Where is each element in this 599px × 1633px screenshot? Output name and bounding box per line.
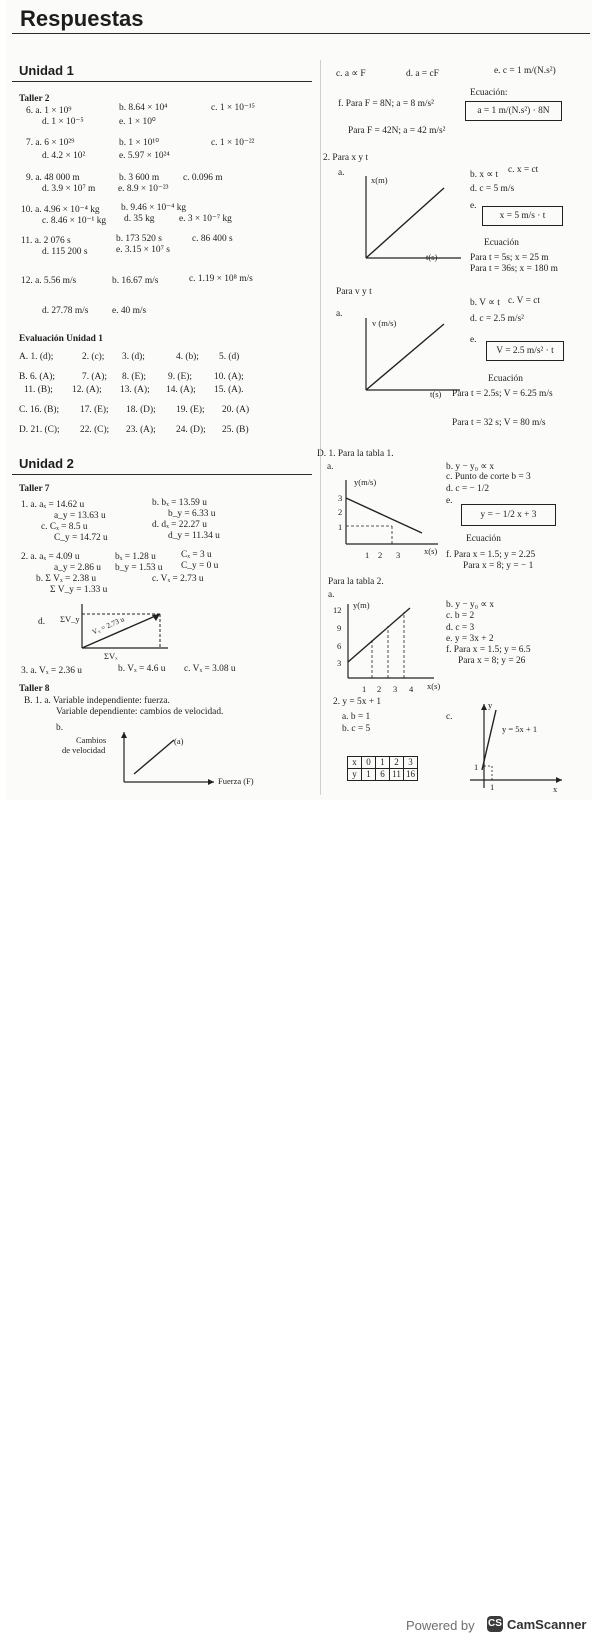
answer-line: c. 0.096 m xyxy=(183,173,223,183)
answer-line: b. x ∝ t xyxy=(470,170,499,180)
x-tick-label: 1 xyxy=(365,550,370,560)
answer-line: Para t = 5s; x = 25 m xyxy=(470,253,549,263)
x-axis-label: Fuerza (F) xyxy=(218,776,254,786)
x-axis-label: t(s) xyxy=(426,252,438,262)
answer-line: d. 115 200 s xyxy=(42,247,88,257)
answer-line: b. bₓ = 13.59 u xyxy=(152,498,207,508)
vector-label: ΣV_y xyxy=(60,614,80,624)
answer-line: Σ V_y = 1.33 u xyxy=(50,585,108,595)
answer-line: Para la tabla 2. xyxy=(328,577,384,587)
answer-line: f. Para F = 8N; a = 8 m/s² xyxy=(338,99,434,109)
plot-label: a. xyxy=(328,590,335,600)
y-tick-label: 6 xyxy=(337,641,342,651)
x-tick-label: 3 xyxy=(396,550,401,560)
eval-answer: 7. (A); xyxy=(82,372,107,382)
eval-answer: B. 6. (A); xyxy=(19,372,55,382)
equation-label: Ecuación xyxy=(466,534,501,544)
answer-line: c. b = 2 xyxy=(446,611,475,621)
eval-answer: 2. (c); xyxy=(82,352,105,362)
answer-line: d. xyxy=(38,617,46,627)
eval-answer: C. 16. (B); xyxy=(19,405,60,415)
answer-line: d. c = − 1/2 xyxy=(446,484,490,494)
x-tick-label: 2 xyxy=(378,550,383,560)
answer-line: Para v y t xyxy=(336,287,372,297)
answer-line: d. 3.9 × 10⁷ m xyxy=(42,184,96,194)
y-axis-label: de velocidad xyxy=(62,745,106,755)
eval-answer: 17. (E); xyxy=(80,405,109,415)
eval-answer: 9. (E); xyxy=(168,372,192,382)
answer-line: e. xyxy=(470,335,477,345)
answer-line: C_y = 0 u xyxy=(181,561,219,571)
answer-line: 9. a. 48 000 m xyxy=(26,173,80,183)
answer-line: d. 4.2 × 10² xyxy=(42,151,86,161)
camscanner-brand: CamScanner xyxy=(507,1617,587,1632)
y-tick-label: 2 xyxy=(338,507,343,517)
data-line xyxy=(134,740,174,774)
y-axis-label: y(m) xyxy=(353,600,370,610)
table-cell: 16 xyxy=(404,769,418,781)
unit2-rule xyxy=(12,474,312,475)
unit2-heading: Unidad 2 xyxy=(19,456,74,471)
answer-line: b_y = 1.53 u xyxy=(115,563,163,573)
equation-label: Ecuación: xyxy=(470,88,508,98)
answer-line: b. 9.46 × 10⁻⁴ kg xyxy=(121,203,187,213)
answer-line: b. 8.64 × 10⁴ xyxy=(119,103,168,113)
xy-table xyxy=(347,756,418,781)
answer-line: d. dₓ = 22.27 u xyxy=(152,520,207,530)
answer-line: bₓ = 1.28 u xyxy=(115,552,156,562)
x-axis-label: x(s) xyxy=(424,546,438,556)
x-tick-label: 1 xyxy=(362,684,367,694)
answer-line: d. c = 3 xyxy=(446,623,475,633)
answer-line: f. Para x = 1.5; y = 6.5 xyxy=(446,645,531,655)
velocity-vs-force-plot xyxy=(118,730,218,788)
eval-answer: 19. (E); xyxy=(176,405,205,415)
answer-line: d. c = 5 m/s xyxy=(470,184,515,194)
answer-line: e. 3 × 10⁻⁷ kg xyxy=(179,214,232,224)
answer-line: 6. a. 1 × 10⁹ xyxy=(26,106,72,116)
answer-line: 2. a. aₓ = 4.09 u xyxy=(21,552,80,562)
x-tick-label: 3 xyxy=(393,684,398,694)
y-axis-label: Cambios xyxy=(76,735,107,745)
eval-answer: 5. (d) xyxy=(219,352,240,362)
y-tick-label: 12 xyxy=(333,605,342,615)
table-cell: 11 xyxy=(390,769,404,781)
eval-answer: 8. (E); xyxy=(122,372,146,382)
answer-line: d. 1 × 10⁻⁵ xyxy=(42,117,84,127)
answer-sheet-page xyxy=(6,0,592,800)
y-tick-label: 1 xyxy=(338,522,343,532)
answer-line: a_y = 2.86 u xyxy=(54,563,101,573)
x-tick-label: 1 xyxy=(490,782,495,792)
answer-line: c. 1 × 10⁻¹⁵ xyxy=(211,103,255,113)
powered-by-text: Powered by xyxy=(406,1618,475,1633)
vector-label: ΣVₓ xyxy=(104,651,118,661)
answer-line: a. b = 1 xyxy=(342,712,371,722)
answer-line: Cₓ = 3 u xyxy=(181,550,212,560)
table-cell: y xyxy=(348,769,362,781)
table2-plot xyxy=(334,600,446,686)
answer-line: e. 5.97 × 10²⁴ xyxy=(119,151,170,161)
arrowhead-icon xyxy=(121,732,127,738)
unit1-heading: Unidad 1 xyxy=(19,63,74,78)
answer-line: b. Σ Vₓ = 2.38 u xyxy=(36,574,97,584)
answer-line: b. 173 520 s xyxy=(116,234,162,244)
x-tick-label: 4 xyxy=(409,684,414,694)
y-tick-label: 1 xyxy=(474,762,479,772)
answer-line: c. x = ct xyxy=(508,165,539,175)
equation-box-a: a = 1 m/(N.s²) · 8N xyxy=(465,101,562,121)
eval-answer: 18. (D); xyxy=(126,405,156,415)
answer-line: b. y − y₀ ∝ x xyxy=(446,462,495,472)
answer-line: Para F = 42N; a = 42 m/s² xyxy=(348,126,446,136)
answer-line: C_y = 14.72 u xyxy=(54,533,108,543)
equation-label: Ecuación xyxy=(488,374,523,384)
answer-line: c. a ∝ F xyxy=(336,69,366,79)
answer-line: b. c = 5 xyxy=(342,724,371,734)
answer-line: e. 40 m/s xyxy=(112,306,147,316)
equation-label: Ecuación xyxy=(484,238,519,248)
answer-line: b. 16.67 m/s xyxy=(112,276,159,286)
table-cell: 6 xyxy=(376,769,390,781)
eval-answer: 22. (C); xyxy=(80,425,110,435)
eval-answer: 23. (A); xyxy=(126,425,156,435)
answer-line: c. Vₓ = 3.08 u xyxy=(184,664,236,674)
answer-line: e. 1 × 10⁰ xyxy=(119,117,156,127)
evaluation-label: Evaluación Unidad 1 xyxy=(19,334,103,344)
table-cell: 3 xyxy=(404,757,418,769)
y-axis-label: x(m) xyxy=(371,175,388,185)
answer-line: d. a = cF xyxy=(406,69,439,79)
eval-answer: A. 1. (d); xyxy=(19,352,54,362)
taller7-label: Taller 7 xyxy=(19,484,50,494)
x-axis-label: t(s) xyxy=(430,389,442,399)
eval-answer: 13. (A); xyxy=(120,385,150,395)
series-label: (a) xyxy=(174,736,184,746)
camscanner-logo-icon: CS xyxy=(487,1616,503,1632)
eval-answer: 25. (B) xyxy=(222,425,249,435)
answer-line: c. V = ct xyxy=(508,296,541,306)
table-cell: 2 xyxy=(390,757,404,769)
answer-line: d. 27.78 m/s xyxy=(42,306,89,316)
answer-line: c. Punto de corte b = 3 xyxy=(446,472,531,482)
eval-answer: 20. (A) xyxy=(222,405,250,415)
line-plot-y-5x-1 xyxy=(462,700,572,792)
y-tick-label: 9 xyxy=(337,623,342,633)
answer-line: 11. a. 2 076 s xyxy=(21,236,71,246)
answer-line: 1. a. aₓ = 14.62 u xyxy=(21,500,85,510)
answer-line: Para t = 32 s; V = 80 m/s xyxy=(452,418,546,428)
arrowhead-icon xyxy=(481,704,487,710)
answer-line: 2. y = 5x + 1 xyxy=(333,697,382,707)
page-title: Respuestas xyxy=(20,6,144,31)
eval-answer: 24. (D); xyxy=(176,425,206,435)
table-cell: x xyxy=(348,757,362,769)
answer-line: B. 1. a. Variable independiente: fuerza. xyxy=(24,696,170,706)
plot-label: c. xyxy=(446,712,453,722)
unit1-rule xyxy=(12,81,312,82)
answer-line: D. 1. Para la tabla 1. xyxy=(317,449,394,459)
arrowhead-icon xyxy=(556,777,562,783)
scanner-footer xyxy=(0,800,599,1633)
eval-answer: D. 21. (C); xyxy=(19,425,60,435)
answer-line: c. Cₓ = 8.5 u xyxy=(41,522,88,532)
answer-line: Para x = 8; y = 26 xyxy=(458,656,526,666)
answer-line: 12. a. 5.56 m/s xyxy=(21,276,77,286)
answer-line: c. 1 × 10⁻²² xyxy=(211,138,255,148)
table-row xyxy=(348,757,418,769)
answer-line: Para t = 36s; x = 180 m xyxy=(470,264,558,274)
answer-line: b. 1 × 10¹⁰ xyxy=(119,138,159,148)
answer-line: e. xyxy=(470,201,477,211)
plot-label: a. xyxy=(338,168,345,178)
table-row xyxy=(348,769,418,781)
answer-line: Para t = 2.5s; V = 6.25 m/s xyxy=(452,389,553,399)
answer-line: d. c = 2.5 m/s² xyxy=(470,314,524,324)
x-axis-label: x(s) xyxy=(427,681,441,691)
plot-label: b. xyxy=(56,723,64,733)
eval-answer: 12. (A); xyxy=(72,385,102,395)
answer-line: a_y = 13.63 u xyxy=(54,511,106,521)
answer-line: b. Vₓ = 4.6 u xyxy=(118,664,166,674)
equation-box-x: x = 5 m/s · t xyxy=(482,206,563,226)
answer-line: 3. a. Vₓ = 2.36 u xyxy=(21,666,82,676)
taller2-label: Taller 2 xyxy=(19,94,50,104)
answer-line: e. c = 1 m/(N.s²) xyxy=(494,66,556,76)
answer-line: c. 86 400 s xyxy=(192,234,233,244)
answer-line: c. Vₓ = 2.73 u xyxy=(152,574,204,584)
eval-answer: 4. (b); xyxy=(176,352,199,362)
answer-line: Variable dependiente: cambios de velocidad. xyxy=(56,707,224,717)
answer-line: e. 8.9 × 10⁻²³ xyxy=(118,184,169,194)
eval-answer: 15. (A). xyxy=(214,385,244,395)
title-rule xyxy=(12,33,590,34)
answer-line: b. 3 600 m xyxy=(119,173,160,183)
eval-answer: 3. (d); xyxy=(122,352,145,362)
answer-line: e. xyxy=(446,496,453,506)
table-cell: 1 xyxy=(362,769,376,781)
line-label: y = 5x + 1 xyxy=(502,724,538,734)
data-line xyxy=(366,324,444,390)
plot-label: a. xyxy=(327,462,334,472)
answer-line: b. V ∝ t xyxy=(470,298,500,308)
answer-line: 7. a. 6 × 10²⁹ xyxy=(26,138,75,148)
arrowhead-icon xyxy=(208,779,214,785)
data-line xyxy=(366,188,444,258)
vector-label: Vₓ = 2.73 u xyxy=(90,614,126,637)
answer-line: c. 1.19 × 10⁸ m/s xyxy=(189,274,253,284)
answer-line: c. 8.46 × 10⁻¹ kg xyxy=(42,216,107,226)
column-divider xyxy=(320,60,321,795)
answer-line: Para x = 8; y = − 1 xyxy=(463,561,534,571)
x-axis-label: x xyxy=(553,784,558,794)
y-axis-label: y xyxy=(488,700,493,710)
answer-line: e. y = 3x + 2 xyxy=(446,634,494,644)
equation-box-v: V = 2.5 m/s² · t xyxy=(486,341,564,361)
table-cell: 0 xyxy=(362,757,376,769)
x-tick-label: 2 xyxy=(377,684,382,694)
y-axis-label: y(m/s) xyxy=(354,477,377,487)
answer-line: b_y = 6.33 u xyxy=(168,509,216,519)
eval-answer: 14. (A); xyxy=(166,385,196,395)
y-tick-label: 3 xyxy=(337,658,342,668)
eval-answer: 10. (A); xyxy=(214,372,244,382)
answer-line: d. 35 kg xyxy=(124,214,155,224)
plot-label: a. xyxy=(336,309,343,319)
answer-line: d_y = 11.34 u xyxy=(168,531,220,541)
data-line xyxy=(346,498,422,533)
taller8-label: Taller 8 xyxy=(19,684,50,694)
table-cell: 1 xyxy=(376,757,390,769)
answer-line: e. 3.15 × 10⁷ s xyxy=(116,245,170,255)
answer-line: f. Para x = 1.5; y = 2.25 xyxy=(446,550,536,560)
answer-line: 2. Para x y t xyxy=(323,153,369,163)
answer-line: 10. a. 4.96 × 10⁻⁴ kg xyxy=(21,205,100,215)
eval-answer: 11. (B); xyxy=(24,385,53,395)
data-line xyxy=(348,608,410,662)
y-axis-label: v (m/s) xyxy=(372,318,397,328)
answer-line: b. y − y₀ ∝ x xyxy=(446,600,495,610)
y-tick-label: 3 xyxy=(338,493,343,503)
equation-box-table1: y = − 1/2 x + 3 xyxy=(461,504,556,526)
